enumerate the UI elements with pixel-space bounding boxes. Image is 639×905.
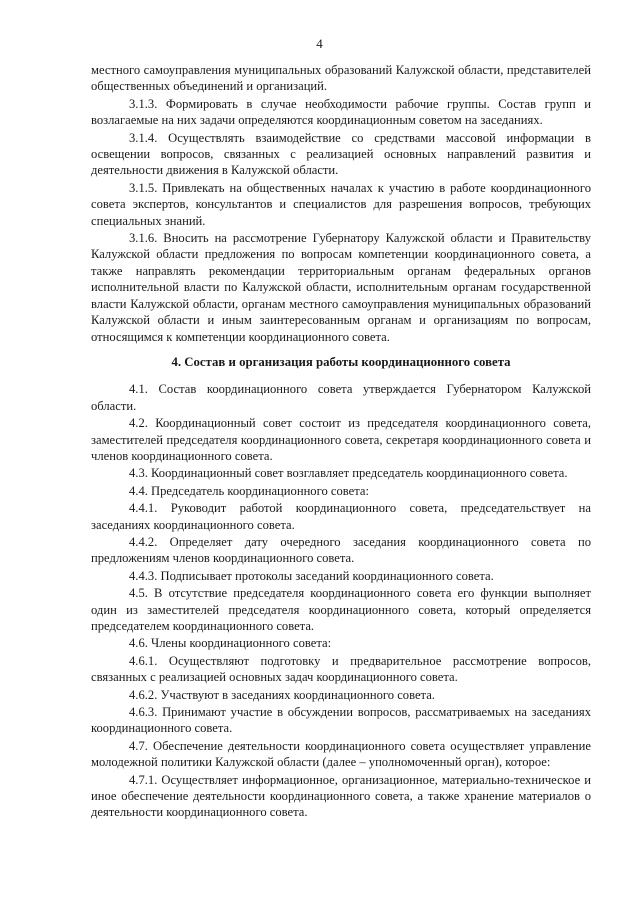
bottom-paragraphs [91, 381, 591, 821]
paragraph: 3.1.6. Вносить на рассмотрение Губернатору Калужской области и Правительству Калужской области предложения по вопросам компетенции координационного совета, а также направлять рекомендации территориальным органам федеральных органов исполнительной власти по Калужской области, исполнительным органам государственной власти Калужской области, органам местного самоуправления муниципальных образований Калужской области и иным заинтересованным органам и организациям по вопросам, относящимся к компетенции координационного совета. [91, 231, 591, 344]
paragraph: 4.4. Председатель координационного совета: [129, 483, 369, 498]
top-paragraphs [91, 62, 591, 345]
paragraph: 4.5. В отсутствие председателя координационного совета его функции выполняет один из заместителей председателя координационного совета, который определяется председателем координационного совета. [91, 586, 591, 633]
paragraph: местного самоуправления муниципальных образований Калужской области, представителей общественных объединений и организаций. [91, 63, 591, 94]
paragraph: 4.4.1. Руководит работой координационного совета, председательствует на заседаниях координационного совета. [91, 501, 591, 532]
paragraph: 3.1.5. Привлекать на общественных началах к участию в работе координационного совета экспертов, консультантов и специалистов для разрешения вопросов, требующих специальных знаний. [91, 180, 591, 228]
paragraph: 4.7. Обеспечение деятельности координационного совета осуществляет управление молодежной политики Калужской области (далее – уполномоченный орган), которое: [91, 738, 591, 770]
paragraph: 4.6. Члены координационного совета: [129, 636, 332, 651]
paragraph: 3.1.3. Формировать в случае необходимости рабочие группы. Состав групп и возлагаемые на них задачи определяются координационным советом на заседаниях. [91, 96, 591, 128]
paragraph: 4.1. Состав координационного совета утверждается Губернатором Калужской области. [91, 382, 591, 413]
paragraph: 3.1.4. Осуществлять взаимодействие со средствами массовой информации в освещении вопросов, связанных с реализацией основных направлений развития и деятельности движения в Калужской области. [91, 130, 591, 178]
paragraph: 4.6.3. Принимают участие в обсуждении вопросов, рассматриваемых на заседаниях координационного совета. [91, 705, 591, 736]
paragraph: 4.3. Координационный совет возглавляет председатель координационного совета. [129, 466, 568, 481]
document-body [91, 62, 591, 822]
paragraph: 4.6.1. Осуществляют подготовку и предварительное рассмотрение вопросов, связанных с реализацией основных задач координационного совета. [91, 653, 591, 685]
section-heading: 4. Состав и организация работы координационного совета [171, 354, 511, 369]
page-number: 4 [316, 36, 323, 51]
paragraph: 4.4.2. Определяет дату очередного заседания координационного совета по предложениям членов координационного совета. [91, 534, 591, 566]
paragraph: 4.4.3. Подписывает протоколы заседаний координационного совета. [129, 568, 494, 583]
paragraph: 4.7.1. Осуществляет информационное, организационное, материально-техническое и иное обеспечение деятельности координационного совета, а также хранение материалов о деятельности координационного совета. [91, 772, 591, 820]
paragraph: 4.6.2. Участвуют в заседаниях координационного совета. [129, 687, 435, 702]
paragraph: 4.2. Координационный совет состоит из председателя координационного совета, заместителей председателя координационного совета, секретаря координационного совета и членов координационного совета. [91, 416, 591, 463]
